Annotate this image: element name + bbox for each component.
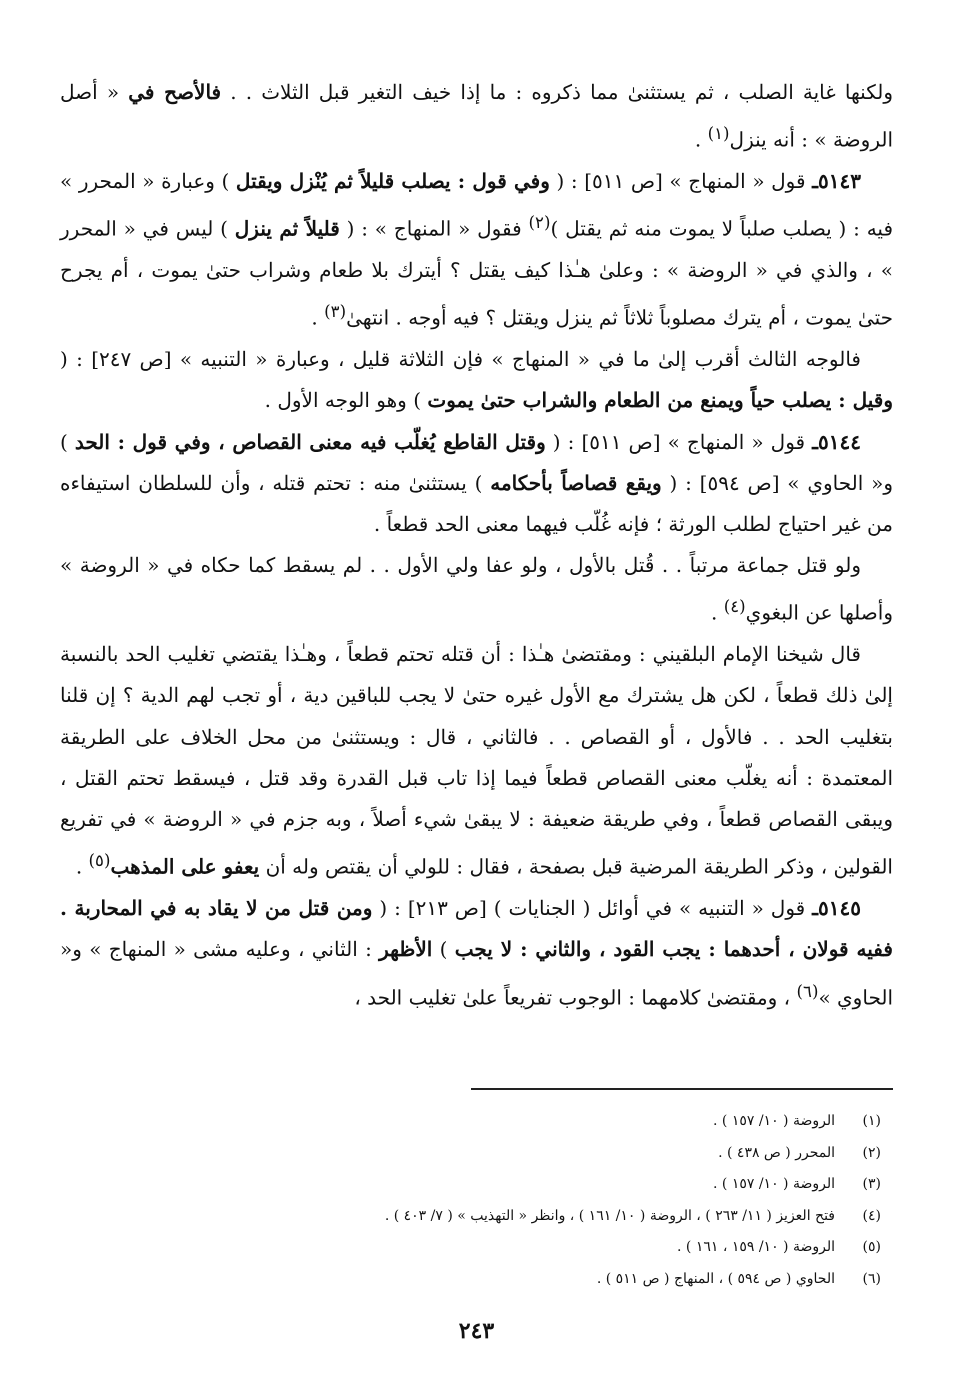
footnote-ref-2: (٢) [528, 213, 551, 233]
main-text [60, 72, 893, 1018]
paragraph-5143: ٥١٤٣ـ قول « المنهاج » [ص ٥١١] : ( وفي قول : يصلب قليلاً ثم يُنْزل ويقتل ) وعبارة « المحرر » فيه : ( يصلب صلباً لا يموت منه ثم يقتل )$^{(٢)}$ فقول « المنهاج » : ( قليلاً ثم ينزل ) ليس في « المحرر » ، والذي في « الروضة » : وعلىٰ هـٰذا كيف يقتل ؟ أيترك بلا طعام وشراب حتىٰ يموت ، أم يجرح حتىٰ يموت ، أم يترك مصلوباً ثلاثاً ثم ينزل ويقتل ؟ فيه أوجه . انتهىٰ$^{(٣)}$ . [60, 169, 894, 330]
footnotes [60, 1106, 893, 1295]
issue-number-5143: ٥١٤٣ـ [812, 169, 861, 194]
footnote-ref-1: (١) [707, 124, 730, 144]
bold-phrase: فالأصح في [128, 80, 222, 104]
bold-quote: وقتل القاطع يُغلّب فيه معنى القصاص ، وفي قول : الحد [74, 429, 546, 454]
bold-quote: قليلاً ثم ينزل [234, 216, 340, 241]
footnote-divider [471, 1088, 893, 1090]
footnote-ref-3: (٣) [324, 302, 347, 322]
bold-phrase: الأظهر [379, 937, 433, 962]
issue-number-5145: ٥١٤٥ـ [812, 896, 861, 921]
footnote-ref-5: (٥) [88, 851, 111, 871]
footnote-4: (٤) فتح العزيز ( ١١/ ٢٦٣ ) ، الروضة ( ١٠/ ١٦١ ) ، وانظر « التهذيب » ( ٧/ ٤٠٣ ) . [384, 1207, 881, 1224]
footnote-5: (٥) الروضة ( ١٠/ ١٥٩ ، ١٦١ ) . [677, 1239, 881, 1255]
bold-quote: ويقع قصاصاً بأحكامه [490, 470, 662, 495]
footnote-ref-4: (٤) [723, 597, 746, 617]
bold-quote: وفي قول : يصلب قليلاً ثم يُنْزل ويقتل [235, 169, 550, 194]
paragraph-5144: ٥١٤٤ـ قول « المنهاج » [ص ٥١١] : ( وقتل القاطع يُغلّب فيه معنى القصاص ، وفي قول : الحد ) و« الحاوي » [ص ٥٩٤] : ( ويقع قصاصاً بأحكامه ) يستثنىٰ منه : تحتم قتله ، وأن للسلطان استيفاءه من غير احتياج لطلب الورثة ؛ فإنه غُلّب فيهما معنى الحد قطعاً . [60, 429, 894, 536]
footnote-2: (٢) المحرر ( ص ٤٣٨ ) . [718, 1144, 881, 1161]
paragraph-bulqini: قال شيخنا الإمام البلقيني : ومقتضىٰ هـٰذا : أن قتله تحتم قطعاً ، وهـٰذا يقتضي تغليب الحد بالنسبة إلىٰ ذلك قطعاً ، لكن هل يشترك مع الأول غيره حتىٰ لا يجب للباقين دية ، أو تجب لهم الدية ؟ إن قلنا بتغليب الحد . . فالأول ، أو القصاص . . فالثاني ، قال : ويستثنىٰ من محل الخلاف على الطريقة المعتمدة : أنه يغلّب معنى القصاص قطعاً فيما إذا تاب قبل القدرة وقد قتل ، فيسقط تحتم القتل ، ويبقى القصاص قطعاً ، وفي طريقة ضعيفة : لا يبقىٰ شيء أصلاً ، وبه جزم في « الروضة » في تفريع القولين ، وذكر الطريقة المرضية قبل بصفحة ، فقال : للولي أن يقتص وله أن يعفو على المذهب$^{(٥)}$ . [60, 642, 893, 879]
footnote-6: (٦) الحاوي ( ص ٥٩٤ ) ، المنهاج ( ص ٥١١ ) . [596, 1270, 881, 1287]
footnote-3: (٣) الروضة ( ١٠/ ١٥٧ ) . [713, 1176, 881, 1192]
bold-quote: ومن قتل من لا يقاد به في المحاربة . ففيه قولان ، أحدهما : يجب القود ، والثاني : لا يجب [60, 896, 893, 962]
bold-quote: وقيل : يصلب حياً ويمنع من الطعام والشراب حتىٰ يموت [427, 388, 893, 413]
footnote-ref-6: (٦) [796, 981, 819, 1001]
paragraph-third-view: فالوجه الثالث أقرب إلىٰ ما في « المنهاج » فإن الثلاثة قليل ، وعبارة « التنبيه » [ص ٢٤٧] : ( وقيل : يصلب حياً ويمنع من الطعام والشراب حتىٰ يموت ) وهو الوجه الأول . [60, 347, 893, 413]
footnote-1: (١) الروضة ( ١٠/ ١٥٧ ) . [713, 1113, 881, 1129]
page-number: ٢٤٣ [458, 1318, 495, 1344]
paragraph-multiple-killing: ولو قتل جماعة مرتباً . . قُتل بالأول ، ولو عفا ولي الأول . . لم يسقط كما حكاه في « الروضة » وأصلها عن البغوي$^{(٤)}$ . [60, 553, 893, 626]
issue-number-5144: ٥١٤٤ـ [812, 429, 861, 454]
paragraph-5145: ٥١٤٥ـ قول « التنبيه » في أوائل ( الجنايات ) [ص ٢١٣] : ( ومن قتل من لا يقاد به في المحاربة . ففيه قولان ، أحدهما : يجب القود ، والثاني : لا يجب ) الأظهر : الثاني ، وعليه مشى « المنهاج » و« الحاوي »$^{(٦)}$ ، ومقتضىٰ كلامهما : الوجوب تفريعاً علىٰ تغليب الحد ، [60, 896, 893, 1010]
paragraph-1: ولكنها غاية الصلب ، ثم يستثنىٰ مما ذكروه : ما إذا خيف التغير قبل الثلاث . . فالأصح في « أصل الروضة » : أنه ينزل$^{(١)}$ . [60, 80, 893, 152]
bold-phrase: يعفو على المذهب [110, 854, 260, 879]
